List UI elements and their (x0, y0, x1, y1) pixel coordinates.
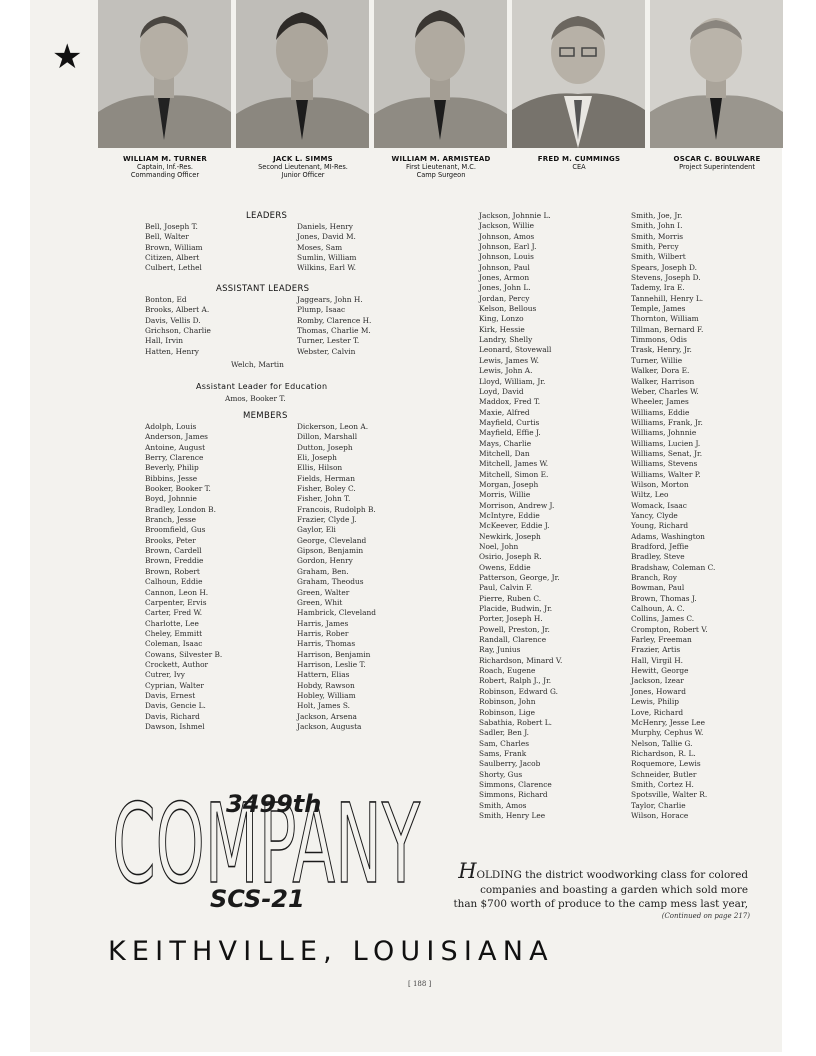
roster-name: Paul, Calvin F. (479, 583, 533, 593)
roster-name: Jones, Armon (479, 273, 530, 283)
roster-name: Womack, Isaac (631, 500, 687, 510)
roster-name: Hobley, William (297, 690, 356, 700)
roster-name: Brown, William (145, 242, 203, 252)
roster-name: Mayfield, Curtis (479, 417, 540, 427)
officer-portrait-simms (236, 0, 369, 148)
roster-name: Powell, Preston, Jr. (479, 624, 550, 634)
roster-name: Jaggears, John H. (297, 295, 363, 304)
members-column-1 (145, 422, 222, 732)
roster-name: Johnson, Louis (479, 252, 534, 262)
roster-name: Adolph, Louis (145, 422, 197, 431)
roster-name: Booker, Booker T. (145, 484, 211, 494)
roster-name: Jones, Howard (631, 686, 686, 696)
roster-name: Boyd, Johnnie (145, 494, 197, 504)
roster-name: Walker, Harrison (631, 376, 695, 386)
roster-name: Calhoun, A. C. (631, 604, 685, 614)
roster-name: Trask, Henry, Jr. (631, 345, 692, 355)
roster-name: Davis, Vellis D. (145, 315, 201, 325)
assistant-leaders-column-1 (145, 295, 211, 357)
roster-name: Webster, Calvin (297, 346, 356, 356)
roster-name: Jackson, Johnnie L. (479, 211, 551, 220)
roster-name: Jackson, Izear (631, 676, 684, 686)
roster-name: Jackson, Arsena (297, 711, 357, 721)
roster-name: Schneider, Butler (631, 769, 697, 779)
roster-name: Richardson, R. L. (631, 748, 696, 758)
assistant-leader-extra: Welch, Martin (231, 360, 284, 369)
roster-name: Kelson, Bellous (479, 304, 537, 314)
roster-name: Wilson, Horace (631, 810, 689, 820)
roster-name: Bowman, Paul (631, 583, 685, 593)
roster-name: Frazier, Artis (631, 645, 681, 655)
roster-name: Hall, Virgil H. (631, 655, 683, 665)
roster-name: Davis, Richard (145, 711, 200, 721)
star-icon: ★ (52, 37, 83, 77)
roster-name: Temple, James (631, 304, 686, 314)
officer-name: WILLIAM M. TURNER (122, 155, 207, 163)
officer-portrait-armistead (374, 0, 507, 148)
roster-name: Bradford, Jeffie (631, 542, 689, 551)
officer-rank: Second Lieutenant, MI-Res. (258, 163, 348, 172)
roster-name: Branch, Jesse (145, 515, 197, 525)
roster-name: Brown, Robert (145, 566, 200, 576)
officer-caption (90, 155, 240, 180)
roster-name: Gordon, Henry (297, 556, 353, 566)
roster-name: Landry, Shelly (479, 335, 533, 345)
roster-name: Moses, Sam (297, 242, 343, 252)
roster-name: Ray, Junius (479, 645, 521, 655)
officer-caption (504, 155, 654, 171)
roster-name: Branch, Roy (631, 573, 677, 583)
officer-rank: Project Superintendent (679, 163, 755, 172)
roster-name: Thomas, Charlie M. (297, 326, 371, 336)
roster-name: Harris, Rober (297, 628, 349, 638)
leaders-heading: LEADERS (246, 211, 288, 221)
roster-name: Maxie, Alfred (479, 407, 530, 417)
roster-name: Dawson, Ishmel (145, 721, 205, 731)
roster-name: Davis, Ernest (145, 690, 196, 700)
roster-name: Spears, Joseph D. (631, 262, 698, 272)
roster-name: Smith, Henry Lee (479, 810, 546, 820)
roster-name: Williams, Walter P. (631, 469, 701, 479)
officer-name: WILLIAM M. ARMISTEAD (391, 155, 491, 163)
roster-name: Yancy, Clyde (631, 510, 678, 520)
leaders-column-1 (145, 222, 203, 274)
members-heading: MEMBERS (243, 411, 288, 421)
roster-name: Tillman, Bernard F. (631, 324, 704, 334)
roster-name: Williams, Eddie (631, 407, 690, 417)
roster-name: Bell, Walter (145, 232, 189, 242)
roster-name: Ellis, Hilson (297, 463, 343, 473)
officer-rank: Captain, Inf.-Res. (137, 163, 193, 172)
roster-name: Brown, Freddie (145, 556, 204, 566)
roster-name: Smith, Wilbert (631, 252, 686, 262)
roster-name: Kirk, Hessie (479, 324, 525, 334)
roster-name: Cowans, Silvester B. (145, 649, 223, 659)
officer-caption (228, 155, 378, 180)
roster-name: Porter, Joseph H. (479, 614, 543, 624)
roster-name: Leonard, Stovewall (479, 345, 552, 355)
page-number: [ 188 ] (408, 980, 432, 988)
company-blurb (442, 859, 748, 912)
roster-name: Tademy, Ira E. (631, 283, 685, 293)
roster-name: Carpenter, Ervis (145, 597, 207, 607)
roster-name: Smith, John I. (631, 221, 683, 231)
roster-name: Brown, Cardell (145, 546, 202, 556)
roster-name: King, Lonzo (479, 314, 524, 324)
roster-name: Placide, Budwin, Jr. (479, 604, 553, 614)
roster-name: Spotsville, Walter R. (631, 790, 708, 800)
roster-name: Hattern, Elias (297, 670, 350, 680)
roster-name: Carter, Fred W. (145, 608, 203, 618)
roster-name: Johnson, Earl J. (479, 242, 537, 252)
roster-name: Robinson, Edward G. (479, 686, 559, 696)
roster-name: Calhoun, Eddie (145, 577, 203, 587)
roster-name: Harrison, Leslie T. (297, 659, 366, 669)
roster-name: Morrison, Andrew J. (479, 500, 555, 510)
roster-name: Daniels, Henry (297, 222, 353, 231)
roster-name: Shorty, Gus (479, 769, 523, 779)
roster-name: Hobdy, Rawson (297, 680, 355, 690)
roster-name: Randall, Clarence (479, 635, 547, 645)
roster-name: Mayfield, Effie J. (479, 428, 541, 438)
roster-name: Owens, Eddie (479, 562, 531, 572)
roster-name: Mays, Charlie (479, 438, 532, 448)
roster-name: Culbert, Lethel (145, 263, 202, 273)
roster-name: Dillon, Marshall (297, 432, 358, 442)
roster-name: Green, Walter (297, 587, 350, 597)
roster-name: Johnson, Amos (479, 231, 535, 241)
officer-name: FRED M. CUMMINGS (537, 155, 621, 163)
roster-name: Hambrick, Cleveland (297, 608, 377, 618)
roster-name: Cheley, Emmitt (145, 628, 203, 638)
roster-name: Roach, Eugene (479, 666, 536, 676)
officer-rank: CEA (572, 163, 586, 172)
roster-name: Stevens, Joseph D. (631, 273, 701, 283)
officer-caption (642, 155, 792, 171)
roster-name: Sams, Frank (479, 748, 527, 758)
roster-name: Smith, Cortez H. (631, 779, 694, 789)
officer-role: Commanding Officer (130, 171, 200, 180)
roster-name: Jones, John L. (479, 283, 531, 293)
roster-name: Bradley, London B. (145, 504, 216, 514)
roster-name: Graham, Ben. (297, 566, 349, 576)
roster-name: Sadler, Ben J. (479, 728, 530, 738)
roster-name: Davis, Gencie L. (145, 701, 206, 711)
continued-note: (Continued on page 217) (661, 912, 750, 920)
roster-name: Eli, Joseph (297, 453, 337, 463)
roster-name: Bradshaw, Coleman C. (631, 562, 716, 572)
roster-name: McKeever, Eddie J. (479, 521, 550, 531)
roster-name: Weber, Charles W. (631, 386, 699, 396)
roster-name: Patterson, George, Jr. (479, 573, 560, 583)
roster-name: Osirio, Joseph R. (479, 552, 542, 562)
roster-name: Wilkins, Earl W. (297, 263, 356, 273)
roster-name: Robert, Ralph J., Jr. (479, 676, 552, 686)
roster-name: Nelson, Tallie G. (631, 738, 693, 748)
roster-name: Sam, Charles (479, 738, 530, 748)
roster-name: Coleman, Isaac (145, 639, 203, 649)
roster-name: Anderson, James (145, 432, 208, 442)
officer-role: Junior Officer (281, 171, 325, 180)
roster-name: Sumlin, William (297, 253, 357, 263)
roster-name: Gipson, Benjamin (297, 546, 364, 556)
roster-name: Wiltz, Leo (631, 490, 669, 500)
roster-name: Williams, Frank, Jr. (631, 417, 703, 427)
roster-name: Graham, Theodus (297, 577, 364, 587)
roster-name: Smith, Joe, Jr. (631, 211, 683, 220)
roster-name: Noel, John (479, 542, 519, 551)
roster-name: Taylor, Charlie (631, 800, 686, 810)
roster-name: Richardson, Minard V. (479, 655, 563, 665)
roster-name: Lloyd, William, Jr. (479, 376, 546, 386)
roster-name: Jordan, Percy (479, 293, 530, 303)
roster-name: Williams, Lucien J. (631, 438, 701, 448)
roster-name: Sabathia, Robert L. (479, 717, 553, 727)
roster-name: Smith, Amos (479, 800, 527, 810)
blurb-line-3: than $700 worth of produce to the camp mess last year, (453, 898, 748, 910)
roster-name: Berry, Clarence (145, 453, 204, 463)
roster-name: McHenry, Jesse Lee (631, 717, 706, 727)
roster-name: Broomfield, Gus (145, 525, 206, 535)
roster-name: Beverly, Philip (145, 463, 199, 473)
roster-name: Frazier, Clyde J. (297, 515, 357, 525)
officer-role: Camp Surgeon (416, 171, 466, 180)
company-code: SCS-21 (210, 885, 305, 913)
roster-name: Hatten, Henry (145, 346, 199, 356)
roster-name: Collins, James C. (631, 614, 695, 624)
roster-name: Wheeler, James (631, 397, 689, 407)
roster-name: Timmons, Odis (631, 335, 687, 345)
members-column-2 (297, 422, 376, 732)
roster-name: Mitchell, Dan (479, 448, 530, 458)
roster-name: Francois, Rudolph B. (297, 504, 376, 514)
company-word: COMPANY (112, 792, 421, 887)
roster-name: Jackson, Willie (479, 221, 534, 231)
roster-name: Fisher, Boley C. (297, 484, 356, 494)
education-heading: Assistant Leader for Education (196, 382, 328, 391)
company-number: 3499th (226, 790, 322, 818)
roster-name: Wilson, Morton (631, 479, 689, 489)
roster-name: Harrison, Benjamin (297, 649, 371, 659)
officer-name: OSCAR C. BOULWARE (673, 155, 761, 163)
roster-name: Morgan, Joseph (479, 479, 539, 489)
officer-caption (366, 155, 516, 180)
blurb-line-1: OLDING the district woodworking class for colored (476, 869, 748, 881)
roster-name: Cyprian, Walter (145, 680, 204, 690)
roster-name: Grichson, Charlie (145, 326, 211, 336)
roster-name: Brooks, Peter (145, 535, 196, 545)
officer-portrait-cummings (512, 0, 645, 148)
assistant-leaders-column-2 (297, 295, 371, 357)
roster-name: Smith, Morris (631, 231, 684, 241)
roster-name: Williams, Stevens (631, 459, 698, 469)
officer-portrait-boulware (650, 0, 783, 148)
roster-name: Crockett, Author (145, 659, 209, 669)
roster-name: Cannon, Leon H. (145, 587, 209, 597)
roster-name: Farley, Freeman (631, 635, 692, 645)
roster-name: Crompton, Robert V. (631, 624, 708, 634)
roster-name: Pierre, Ruben C. (479, 593, 542, 603)
roster-name: Morris, Willie (479, 490, 531, 500)
roster-name: Smith, Percy (631, 242, 679, 252)
roster-name: Tannehill, Henry L. (631, 293, 704, 303)
roster-name: Mitchell, James W. (479, 459, 549, 469)
roster-name: Maddox, Fred T. (479, 397, 541, 407)
roster-name: Robinson, John (479, 697, 536, 707)
roster-name: Saulberry, Jacob (479, 759, 541, 769)
roster-name: Romby, Clarence H. (297, 315, 372, 325)
roster-name: Holt, James S. (297, 701, 350, 711)
members-column-3 (479, 211, 562, 821)
roster-name: Harris, James (297, 618, 349, 628)
roster-name: Bonton, Ed (145, 295, 187, 304)
roster-name: Charlotte, Lee (145, 618, 199, 628)
roster-name: Williams, Johnnie (631, 428, 697, 438)
roster-name: Antoine, August (145, 442, 206, 452)
roster-name: Loyd, David (479, 386, 524, 396)
officer-rank: First Lieutenant, M.C. (405, 163, 477, 172)
roster-name: Williams, Senat, Jr. (631, 448, 703, 458)
roster-name: Brooks, Albert A. (145, 305, 210, 315)
roster-name: Hall, Irvin (145, 336, 184, 346)
roster-name: Fields, Herman (297, 473, 355, 483)
assistant-leaders-heading: ASSISTANT LEADERS (216, 284, 310, 294)
roster-name: Citizen, Albert (145, 253, 200, 263)
roster-name: Johnson, Paul (479, 262, 530, 272)
roster-name: Turner, Lester T. (297, 336, 360, 346)
roster-name: Bradley, Steve (631, 552, 685, 562)
roster-name: McIntyre, Eddie (479, 510, 540, 520)
roster-name: Hewitt, George (631, 666, 689, 676)
roster-name: Young, Richard (631, 521, 689, 531)
roster-name: Bell, Joseph T. (145, 222, 198, 231)
roster-name: Roquemore, Lewis (631, 759, 701, 769)
roster-name: Plump, Isaac (297, 305, 346, 315)
drop-cap: H (458, 859, 477, 883)
roster-name: Lewis, John A. (479, 366, 533, 376)
roster-name: Dickerson, Leon A. (297, 422, 369, 431)
education-leader-name: Amos, Booker T. (225, 394, 286, 403)
roster-name: Robinson, Lige (479, 707, 535, 717)
roster-name: Bibbins, Jesse (145, 473, 198, 483)
location-title: KEITHVILLE, LOUISIANA (108, 936, 554, 967)
roster-name: Green, Whit (297, 597, 343, 607)
roster-name: Mitchell, Simon E. (479, 469, 549, 479)
roster-name: Harris, Thomas (297, 639, 356, 649)
roster-name: Newkirk, Joseph (479, 531, 541, 541)
roster-name: Turner, Willie (631, 355, 683, 365)
members-column-4 (631, 211, 715, 821)
roster-name: Fisher, John T. (297, 494, 351, 504)
roster-name: Murphy, Cephus W. (631, 728, 704, 738)
roster-name: George, Cleveland (297, 535, 367, 545)
leaders-column-2 (297, 222, 356, 274)
roster-name: Simmons, Richard (479, 790, 548, 800)
roster-name: Gaylor, Eli (297, 525, 336, 535)
roster-name: Jackson, Augusta (297, 721, 362, 731)
roster-name: Jones, David M. (297, 232, 356, 242)
roster-name: Adams, Washington (631, 531, 705, 541)
company-title (112, 792, 422, 887)
roster-name: Dutton, Joseph (297, 442, 353, 452)
officer-name: JACK L. SIMMS (273, 155, 333, 163)
roster-name: Walker, Dora E. (631, 366, 690, 376)
officer-portrait-turner (98, 0, 231, 148)
roster-name: Brown, Thomas J. (631, 593, 697, 603)
roster-name: Cutrer, Ivy (145, 670, 185, 680)
roster-name: Lewis, James W. (479, 355, 540, 365)
roster-name: Lewis, Philip (631, 697, 680, 707)
roster-name: Thornton, William (631, 314, 699, 324)
roster-name: Simmons, Clarence (479, 779, 552, 789)
blurb-line-2: companies and boasting a garden which sold more (480, 883, 748, 896)
roster-name: Love, Richard (631, 707, 684, 717)
